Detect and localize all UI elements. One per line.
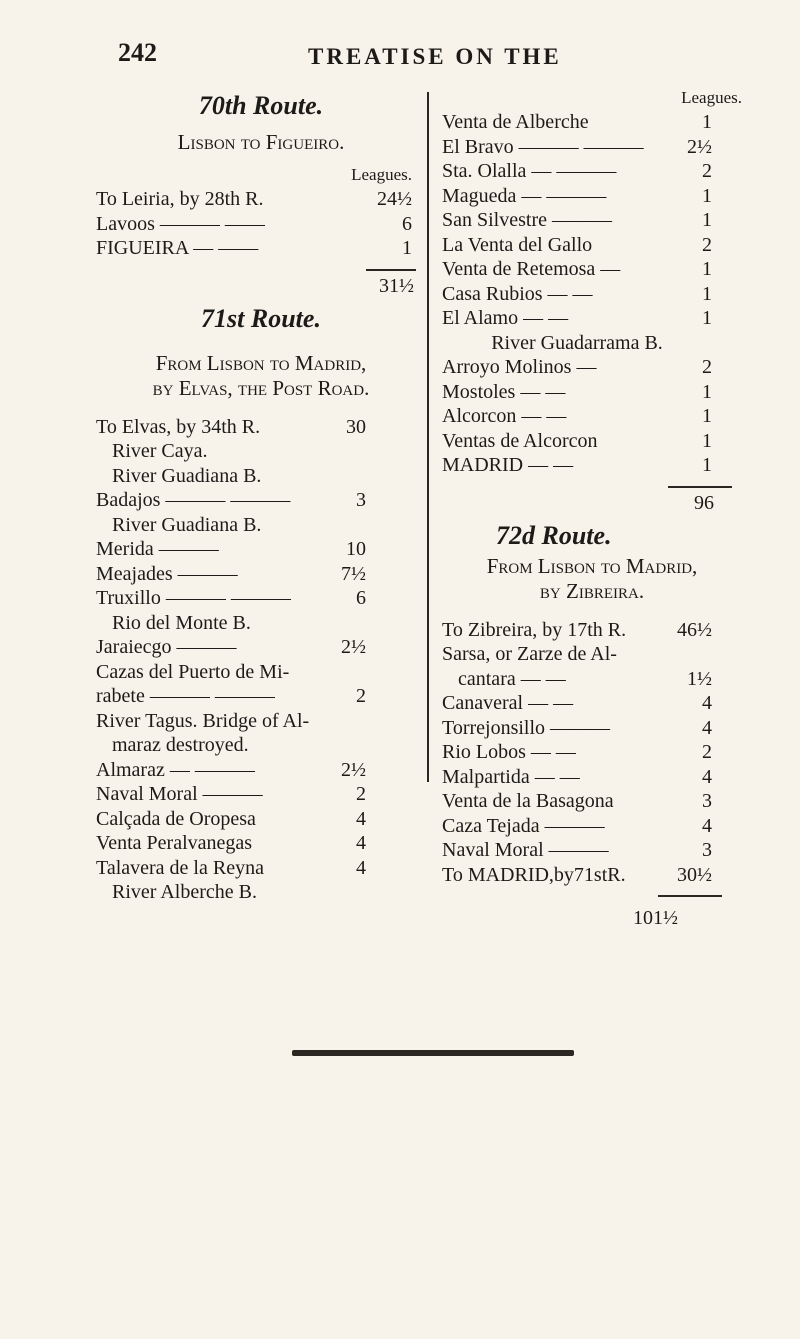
route-row <box>96 635 366 660</box>
route-72-title: 72d Route. <box>496 520 612 550</box>
leagues-value: 1 <box>702 258 712 280</box>
place-name: El Alamo — — <box>442 307 569 329</box>
leagues-value: 2 <box>356 783 366 805</box>
place-name: Almaraz — ——— <box>96 758 255 781</box>
place-name: Venta Peralvanegas <box>96 832 253 854</box>
place-name: Naval Moral ——— <box>442 839 609 861</box>
leagues-value: 24½ <box>377 188 412 210</box>
leagues-value: 1½ <box>687 667 712 690</box>
route-row <box>442 453 712 478</box>
route-row-text: Cazas del Puerto de Mi- <box>96 660 290 683</box>
route-row <box>96 562 366 587</box>
leagues-value: 1 <box>702 184 712 207</box>
leagues-value: 46½ <box>677 618 712 641</box>
leagues-value: 7½ <box>341 562 366 585</box>
route-70-total: 31½ <box>379 274 414 297</box>
route-71-table-left <box>96 415 366 905</box>
route-row <box>442 233 712 258</box>
leagues-value: 1 <box>702 307 712 329</box>
route-71-subtitle-line1: From Lisbon to Madrid, <box>155 350 367 375</box>
place-name: Venta de Alberche <box>442 111 589 133</box>
route-note: River Alberche B. <box>112 881 257 903</box>
place-name: To Leiria, by 28th R. <box>96 188 264 210</box>
place-name: To Zibreira, by 17th R. <box>442 618 627 641</box>
leagues-value: 1 <box>702 380 712 403</box>
place-name: Talavera de la Reyna <box>96 856 264 879</box>
route-row <box>96 758 366 783</box>
route-row <box>442 208 712 233</box>
route-72-subtitle-line2: by Zibreira. <box>539 578 645 603</box>
leagues-value: 30 <box>346 415 366 438</box>
place-name: Mostoles — — <box>442 380 566 403</box>
route-row <box>442 618 712 643</box>
place-name: Truxillo ——— ——— <box>96 587 291 609</box>
route-note: River Caya. <box>112 440 208 462</box>
route-row <box>442 135 712 160</box>
place-name: FIGUEIRA — —— <box>96 237 259 259</box>
leagues-value: 4 <box>702 814 712 837</box>
leagues-value: 2½ <box>341 636 366 658</box>
route-70-table <box>96 187 412 261</box>
place-name: Jaraiecgo ——— <box>96 636 237 658</box>
leagues-value: 3 <box>702 839 712 861</box>
route-row <box>96 415 366 440</box>
route-row <box>96 212 412 237</box>
leagues-value: 1 <box>702 209 712 231</box>
leagues-value: 4 <box>702 716 712 739</box>
spacer <box>96 337 426 351</box>
route-row <box>442 282 712 307</box>
route-row <box>96 807 366 832</box>
leagues-value: 4 <box>702 765 712 788</box>
route-71-subtitle-line2: by Elvas, the Post Road. <box>152 375 370 400</box>
place-name: Rio Lobos — — <box>442 741 576 763</box>
place-name: Alcorcon — — <box>442 405 567 427</box>
place-name: To Elvas, by 34th R. <box>96 415 261 438</box>
place-name: San Silvestre ——— <box>442 209 612 231</box>
route-70-subtitle: Lisbon to Figueiro. <box>177 130 345 154</box>
place-name: Merida ——— <box>96 538 219 560</box>
leagues-value: 3 <box>356 489 366 511</box>
route-72-table <box>442 618 712 888</box>
place-name: Canaveral — — <box>442 692 574 714</box>
leagues-value: 1 <box>702 429 712 452</box>
route-71-right-leagues-label: Leagues. <box>681 88 742 107</box>
leagues-value: 2 <box>702 160 712 182</box>
route-72-subtitle-line1: From Lisbon to Madrid, <box>486 553 698 578</box>
place-name: Badajos ——— ——— <box>96 489 291 511</box>
place-name: Calçada de Oropesa <box>96 807 256 830</box>
place-name: Torrejonsillo ——— <box>442 716 611 739</box>
route-row <box>442 789 712 814</box>
route-row <box>442 838 712 863</box>
route-row <box>442 355 712 380</box>
route-row <box>96 782 366 807</box>
route-71-title: 71st Route. <box>201 303 321 333</box>
route-note: River Guadiana B. <box>112 464 262 487</box>
place-name: Caza Tejada ——— <box>442 814 605 837</box>
leagues-value: 4 <box>356 832 366 854</box>
spacer <box>96 401 426 415</box>
route-row <box>442 306 712 331</box>
place-name: El Bravo ——— ——— <box>442 135 644 158</box>
route-row <box>442 691 712 716</box>
route-row <box>96 187 412 212</box>
route-row-text: Sarsa, or Zarze de Al- <box>442 643 617 665</box>
place-name: MADRID — — <box>442 454 574 476</box>
route-71-table-right <box>442 110 712 478</box>
route-row <box>442 667 712 692</box>
route-note: River Guadarrama B. <box>491 331 663 354</box>
route-row <box>442 863 712 888</box>
right-column <box>442 88 742 933</box>
route-row <box>96 586 366 611</box>
leagues-value: 4 <box>356 856 366 879</box>
place-name: rabete ——— ——— <box>96 685 275 707</box>
leagues-value: 2 <box>702 356 712 378</box>
leagues-value: 2½ <box>687 135 712 158</box>
left-column <box>96 88 426 905</box>
route-row <box>442 814 712 839</box>
column-divider <box>427 92 429 782</box>
route-row <box>442 765 712 790</box>
leagues-value: 6 <box>402 212 412 235</box>
route-row <box>442 110 712 135</box>
route-72-total: 101½ <box>633 907 678 929</box>
place-name: Venta de Retemosa — <box>442 258 621 280</box>
leagues-value: 1 <box>702 111 712 133</box>
route-row <box>442 159 712 184</box>
route-row <box>442 184 712 209</box>
leagues-value: 30½ <box>677 863 712 886</box>
place-name: Malpartida — — <box>442 765 580 788</box>
place-name: Ventas de Alcorcon <box>442 429 598 452</box>
place-name: La Venta del Gallo <box>442 233 593 256</box>
route-note: maraz destroyed. <box>112 734 249 756</box>
place-name: Magueda — ——— <box>442 184 607 207</box>
place-name: cantara — — <box>458 667 566 690</box>
route-row <box>96 236 412 261</box>
route-row <box>96 831 366 856</box>
route-row <box>96 488 366 513</box>
place-name: Meajades ——— <box>96 562 238 585</box>
route-row <box>442 257 712 282</box>
spacer <box>442 604 742 618</box>
route-row <box>96 537 366 562</box>
route-70-leagues-label: Leagues. <box>351 165 412 184</box>
place-name: Venta de la Basagona <box>442 790 614 812</box>
route-row <box>442 429 712 454</box>
leagues-value: 2½ <box>341 758 366 781</box>
leagues-value: 3 <box>702 790 712 812</box>
route-70-title: 70th Route. <box>198 91 324 120</box>
route-71-total: 96 <box>694 491 714 514</box>
route-note: Rio del Monte B. <box>112 611 251 634</box>
leagues-value: 1 <box>402 237 412 259</box>
route-row-text: River Tagus. Bridge of Al- <box>96 709 310 732</box>
page-header <box>0 38 800 78</box>
route-note: River Guadiana B. <box>112 513 262 536</box>
leagues-value: 1 <box>702 454 712 476</box>
route-row <box>442 716 712 741</box>
page-number: 242 <box>118 38 157 67</box>
place-name: Naval Moral ——— <box>96 783 263 805</box>
place-name: Lavoos ——— —— <box>96 212 265 235</box>
leagues-value: 4 <box>702 692 712 714</box>
route-row <box>442 404 712 429</box>
route-row <box>442 380 712 405</box>
leagues-value: 1 <box>702 282 712 305</box>
leagues-value: 2 <box>356 685 366 707</box>
leagues-value: 2 <box>702 741 712 763</box>
running-title: TREATISE ON THE <box>308 44 562 69</box>
place-name: Sta. Olalla — ——— <box>442 160 617 182</box>
leagues-value: 10 <box>346 538 366 560</box>
place-name: Arroyo Molinos — <box>442 356 597 378</box>
route-row <box>96 856 366 881</box>
place-name: To MADRID,by71stR. <box>442 863 626 886</box>
page-end-rule <box>292 1050 574 1056</box>
route-row <box>96 684 366 709</box>
place-name: Casa Rubios — — <box>442 282 593 305</box>
leagues-value: 4 <box>356 807 366 830</box>
leagues-value: 2 <box>702 233 712 256</box>
leagues-value: 1 <box>702 405 712 427</box>
leagues-value: 6 <box>356 587 366 609</box>
route-row <box>442 740 712 765</box>
